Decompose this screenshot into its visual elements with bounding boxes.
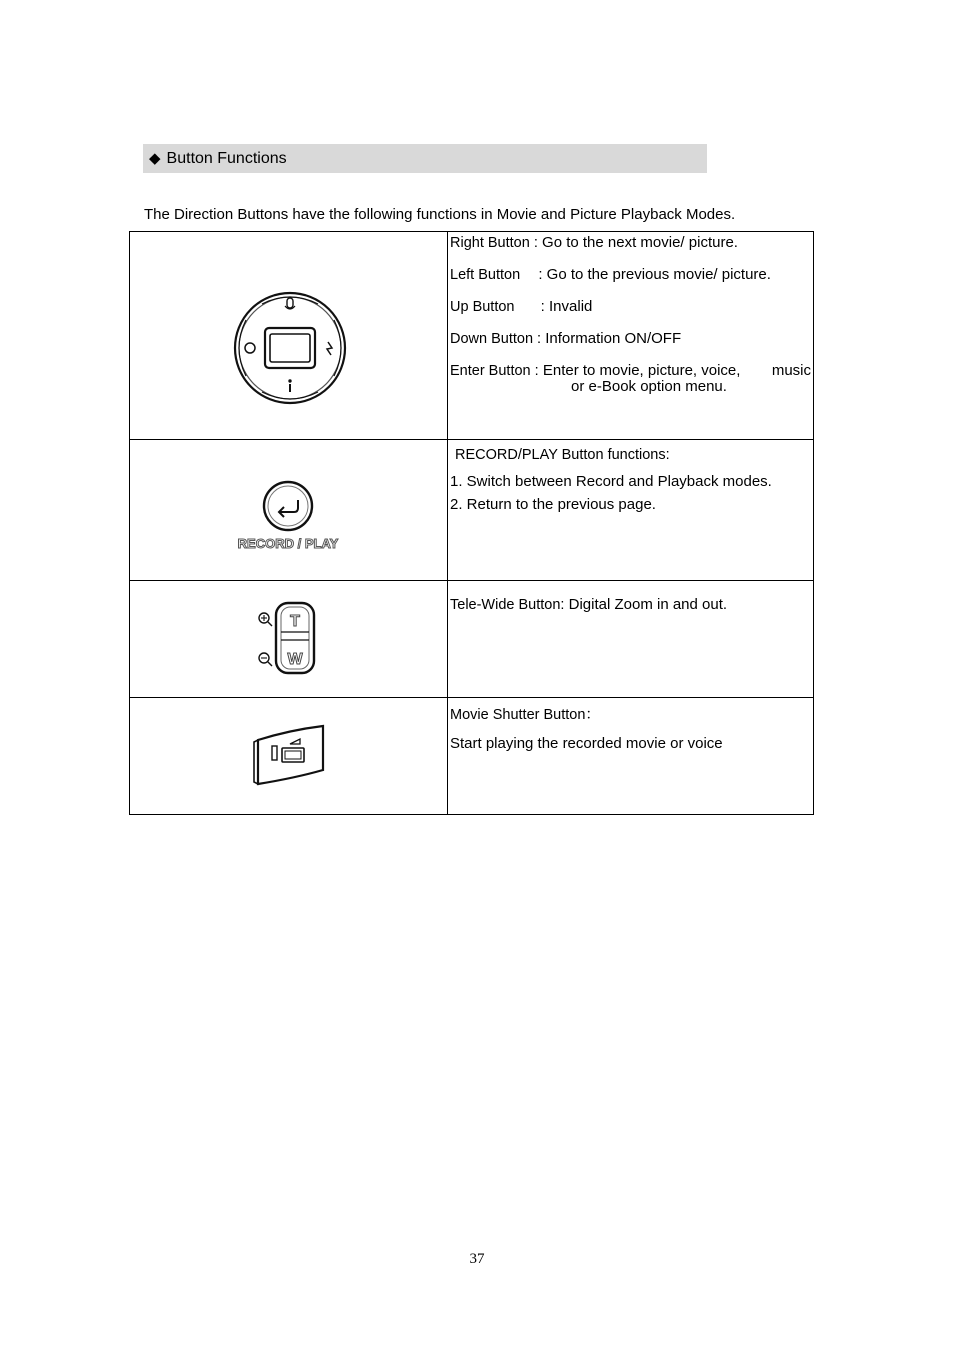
direction-pad-icon xyxy=(130,232,447,439)
tele-wide-button-icon xyxy=(130,581,447,697)
tele-wide-line xyxy=(450,596,811,613)
enter-button-text-continued: or e-Book option menu. xyxy=(571,378,727,395)
movie-shutter-description xyxy=(448,698,814,815)
enter-button-text-end: music xyxy=(771,362,811,379)
movie-shutter-text: Start playing the recorded movie or voice xyxy=(450,735,723,752)
button-functions-table xyxy=(129,231,814,815)
wide-letter: W xyxy=(287,651,303,668)
tele-wide-label: Tele-Wide Button: xyxy=(450,597,565,613)
tele-wide-description xyxy=(448,581,814,698)
up-button-label: Up Button xyxy=(450,299,515,315)
enter-button-text: Enter to movie, picture, voice, xyxy=(542,362,741,379)
record-play-title: RECORD/PLAY Button functions: xyxy=(455,447,670,463)
direction-pad-description xyxy=(448,232,814,440)
up-button-line xyxy=(450,298,811,315)
direction-pad-cell xyxy=(130,232,448,440)
record-play-item-1: 1. Switch between Record and Playback modes. xyxy=(450,473,772,490)
page-number: 37 xyxy=(469,1251,485,1267)
up-button-text: Invalid xyxy=(549,298,593,315)
down-button-label: Down Button : xyxy=(450,331,542,347)
enter-button-label: Enter Button : xyxy=(450,363,539,379)
right-button-label: Right Button : xyxy=(450,235,538,251)
table-row xyxy=(130,232,814,440)
down-button-text: Information ON/OFF xyxy=(545,330,682,347)
record-play-description xyxy=(448,440,814,581)
table-row xyxy=(130,698,814,815)
movie-shutter-label: Movie Shutter Button： xyxy=(450,707,600,723)
up-button-sep: : xyxy=(540,298,545,315)
enter-button-line xyxy=(450,362,811,379)
right-button-line xyxy=(450,234,811,251)
tele-wide-cell xyxy=(130,581,448,698)
left-button-label: Left Button xyxy=(450,267,521,283)
diamond-bullet-icon: ◆ xyxy=(149,150,161,167)
left-button-sep: : xyxy=(538,266,543,283)
intro-text: The Direction Buttons have the following functions in Movie and Picture Playback Modes. xyxy=(144,206,736,223)
table-row xyxy=(130,440,814,581)
record-play-caption: RECORD / PLAY xyxy=(237,536,339,551)
left-button-text: Go to the previous movie/ picture. xyxy=(546,266,771,283)
movie-shutter-button-icon xyxy=(130,698,447,814)
right-button-text: Go to the next movie/ picture. xyxy=(542,234,738,251)
record-play-button-icon xyxy=(130,440,447,580)
movie-shutter-cell xyxy=(130,698,448,815)
table-row xyxy=(130,581,814,698)
down-button-line xyxy=(450,330,811,347)
section-header xyxy=(143,144,707,173)
tele-letter: T xyxy=(290,613,300,630)
record-play-cell xyxy=(130,440,448,581)
section-title: Button Functions xyxy=(166,150,287,167)
record-play-item-2: 2. Return to the previous page. xyxy=(450,496,656,513)
left-button-line xyxy=(450,266,811,283)
tele-wide-text: Digital Zoom in and out. xyxy=(568,596,728,613)
